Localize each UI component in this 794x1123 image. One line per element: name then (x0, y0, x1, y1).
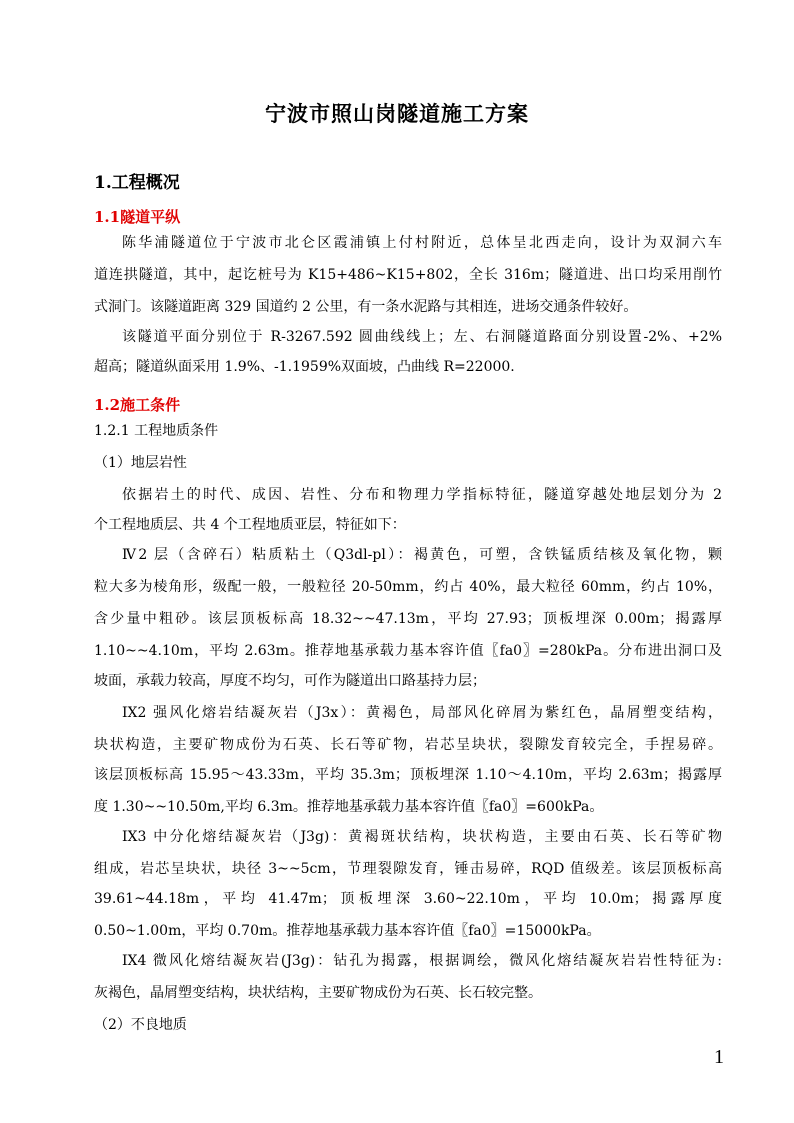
paragraph-line: 坡面，承载力较高，厚度不均匀，可作为隧道出口路基持力层； (94, 673, 486, 689)
section-heading-1-2: 1.2施工条件 (94, 396, 181, 414)
paragraph-line: 道连拱隧道，其中，起讫桩号为 K15+486~K15+802，全长 316m；隧道进、出口均采用削竹 (94, 267, 722, 283)
paragraph-line: 含少量中粗砂。该层顶板标高 18.32~~47.13m，平均 27.93；顶板埋深 0.00m；揭露厚 (94, 611, 722, 627)
paragraph-line: 依据岩土的时代、成因、岩性、分布和物理力学指标特征，隧道穿越处地层划分为 2 (122, 487, 722, 503)
paragraph-line: 陈华浦隧道位于宁波市北仑区霞浦镇上付村附近，总体呈北西走向，设计为双洞六车 (122, 235, 722, 251)
paragraph-line: 超高；隧道纵面采用 1.9%、-1.1959%双面坡，凸曲线 R=22000. (94, 359, 515, 375)
paragraph-line: 个工程地质层、共 4 个工程地质亚层，特征如下： (94, 517, 406, 533)
subsection-item: （2）不良地质 (94, 1017, 187, 1033)
paragraph-line: 度 1.30~~10.50m,平均 6.3m。推荐地基承载力基本容许值〖fa0〗=600kPa。 (94, 799, 604, 815)
page-number: 1 (714, 1046, 724, 1068)
subsection-item: （1）地层岩性 (94, 455, 187, 471)
subsection-heading: 1.2.1 工程地质条件 (94, 423, 219, 439)
paragraph-line: IX3 中分化熔结凝灰岩（J3g)：黄褐斑状结构，块状构造，主要由石英、长石等矿物 (122, 829, 722, 845)
paragraph-line: 组成，岩芯呈块状，块径 3~~5cm，节理裂隙发育，锤击易碎，RQD 值级差。该层顶板标高 (94, 861, 722, 877)
paragraph-line: Ⅳ2 层（含碎石）粘质粘土（Q3dl-pl）：褐黄色，可塑，含铁锰质结核及氧化物，颗 (122, 547, 722, 563)
section-heading-1-1: 1.1隧道平纵 (94, 208, 181, 226)
paragraph-line: 39.61~44.18m，平均 41.47m；顶板埋深 3.60~22.10m，平均 10.0m；揭露厚度 (94, 891, 722, 907)
paragraph-line: 块状构造，主要矿物成份为石英、长石等矿物，岩芯呈块状，裂隙发育较完全，手捏易碎。 (94, 737, 722, 753)
paragraph-line: 该层顶板标高 15.95～43.33m，平均 35.3m；顶板埋深 1.10～4.10m，平均 2.63m；揭露厚 (94, 767, 722, 783)
paragraph-line: 0.50~1.00m，平均 0.70m。推荐地基承载力基本容许值〖fa0〗=15000kPa。 (94, 923, 601, 939)
section-heading-1: 1.工程概况 (94, 173, 180, 193)
document-title: 宁波市照山岗隧道施工方案 (265, 101, 529, 126)
paragraph-line: 式洞门。该隧道距离 329 国道约 2 公里，有一条水泥路与其相连，进场交通条件较好。 (94, 299, 638, 315)
paragraph-line: 1.10~~4.10m，平均 2.63m。推荐地基承载力基本容许值〖fa0〗=280kPa。分布进出洞口及 (94, 643, 722, 659)
paragraph-line: 灰褐色，晶屑塑变结构，块状结构，主要矿物成份为石英、长石较完整。 (94, 985, 542, 1001)
paragraph-line: 该隧道平面分别位于 R-3267.592 圆曲线线上；左、右洞隧道路面分别设置-2%、+2% (122, 329, 722, 345)
paragraph-line: 粒大多为棱角形，级配一般，一般粒径 20-50mm，约占 40%，最大粒径 60mm，约占 10%， (94, 579, 722, 595)
paragraph-line: IX4 微风化熔结凝灰岩(J3g)：钻孔为揭露，根据调绘，微风化熔结凝灰岩岩性特征为: (122, 953, 722, 969)
paragraph-line: IX2 强风化熔岩结凝灰岩（J3x）：黄褐色，局部风化碎屑为紫红色，晶屑塑变结构， (122, 705, 722, 721)
